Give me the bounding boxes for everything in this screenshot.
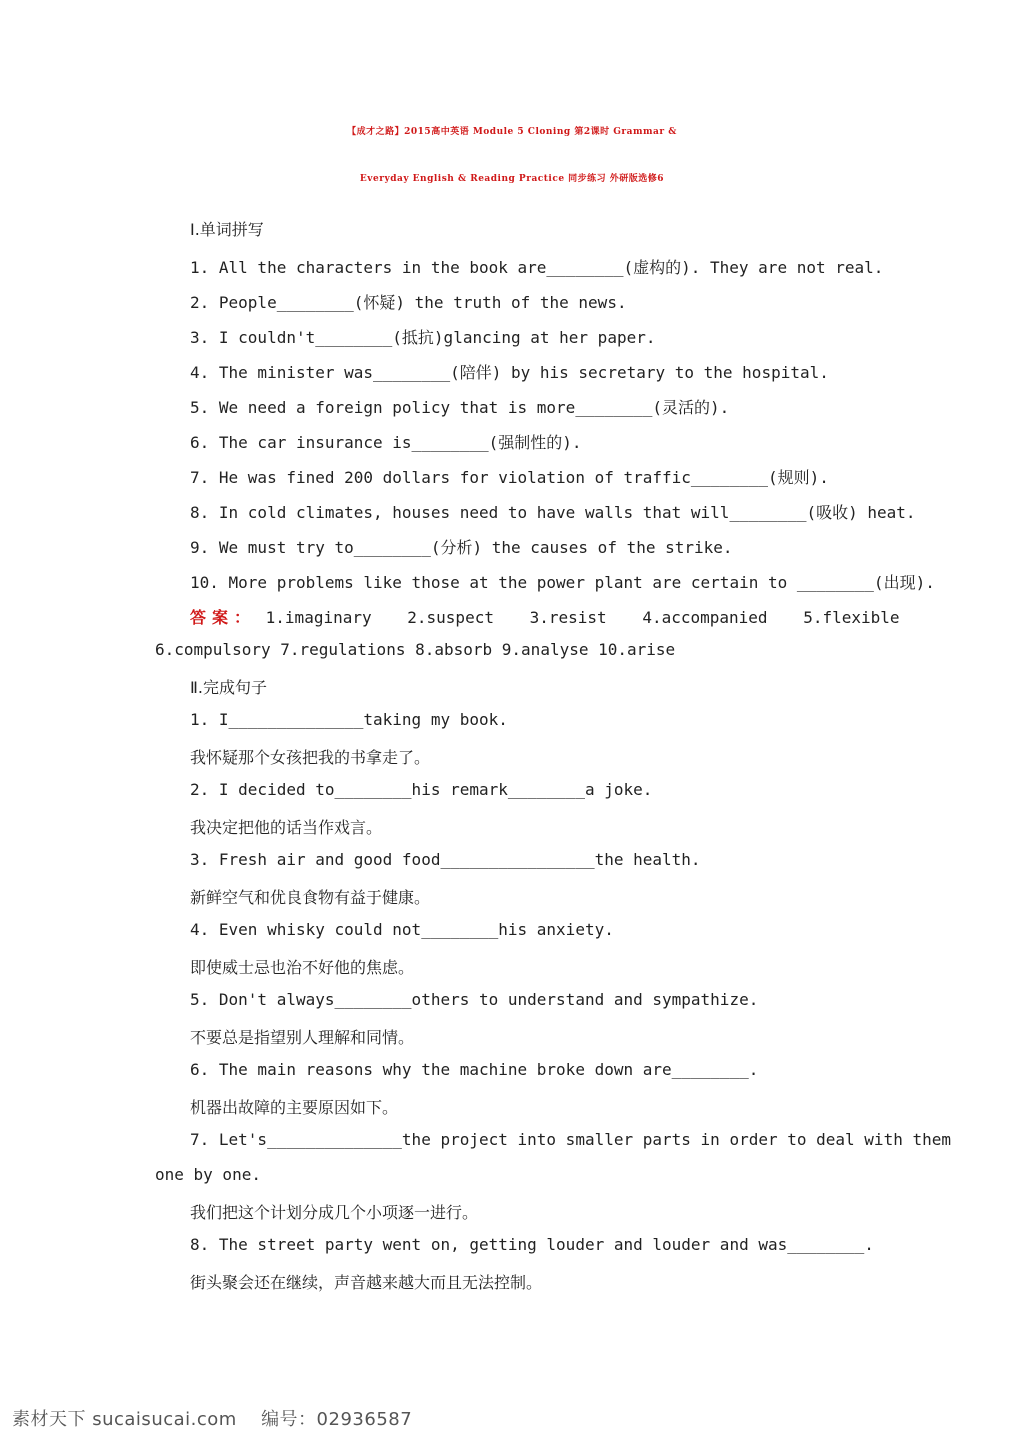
sentence-en: 7. Let's______________the project into smaller parts in order to deal with them [190, 1130, 951, 1149]
exercise-1-item: 3. I couldn't________(抵抗)glancing at her paper. [190, 328, 656, 347]
answer-label: 答案： [190, 608, 257, 627]
exercise-1-item: 7. He was fined 200 dollars for violation of traffic________(规则). [190, 468, 829, 487]
sentence-zh: 机器出故障的主要原因如下。 [190, 1098, 399, 1117]
watermark [12, 1405, 412, 1431]
answer-item: 3.resist [529, 608, 607, 627]
watermark-site: 素材天下 sucaisucai.com [12, 1409, 237, 1430]
title-line-1: 【成才之路】2015高中英语 Module 5 Cloning 第2课时 Grammar & [347, 127, 677, 137]
exercise-1-item: 8. In cold climates, houses need to have walls that will________(吸收) heat. [190, 503, 916, 522]
sentence-zh: 我决定把他的话当作戏言。 [190, 818, 383, 837]
sentence-en-continued: one by one. [155, 1165, 261, 1184]
section-2-heading: Ⅱ.完成句子 [190, 678, 267, 697]
answer-item: 1.imaginary [265, 608, 372, 627]
sentence-en: 4. Even whisky could not________his anxiety. [190, 920, 614, 939]
exercise-1-item: 6. The car insurance is________(强制性的). [190, 433, 582, 452]
answer-item: 2.suspect [407, 608, 494, 627]
exercise-1-item: 1. All the characters in the book are________(虚构的). They are not real. [190, 258, 884, 277]
sentence-zh: 我怀疑那个女孩把我的书拿走了。 [190, 748, 431, 767]
title-line-2: Everyday English & Reading Practice 同步练习 外研版选修6 [359, 174, 665, 184]
sentence-en: 3. Fresh air and good food________________the health. [190, 850, 701, 869]
exercise-1-item: 2. People________(怀疑) the truth of the news. [190, 293, 627, 312]
answer-line-2: 6.compulsory 7.regulations 8.absorb 9.analyse 10.arise [155, 640, 676, 659]
watermark-id: 编号：02936587 [261, 1409, 413, 1430]
sentence-en: 8. The street party went on, getting louder and louder and was________. [190, 1235, 874, 1254]
sentence-zh: 新鲜空气和优良食物有益于健康。 [190, 888, 431, 907]
exercise-1-item: 4. The minister was________(陪伴) by his secretary to the hospital. [190, 363, 829, 382]
answer-line-1 [190, 605, 926, 628]
exercise-1-item: 9. We must try to________(分析) the causes of the strike. [190, 538, 733, 557]
answer-item: 4.accompanied [642, 608, 768, 627]
exercise-1-item: 5. We need a foreign policy that is more________(灵活的). [190, 398, 730, 417]
exercise-1-item: 10. More problems like those at the power plant are certain to ________(出现). [190, 573, 935, 592]
section-1-heading: Ⅰ.单词拼写 [190, 220, 264, 239]
sentence-zh: 即使威士忌也治不好他的焦虑。 [190, 958, 415, 977]
sentence-zh: 街头聚会还在继续，声音越来越大而且无法控制。 [190, 1273, 543, 1292]
sentence-zh: 我们把这个计划分成几个小项逐一进行。 [190, 1203, 479, 1222]
sentence-en: 5. Don't always________others to understand and sympathize. [190, 990, 759, 1009]
sentence-en: 1. I______________taking my book. [190, 710, 508, 729]
answer-item: 5.flexible [803, 608, 900, 627]
sentence-zh: 不要总是指望别人理解和同情。 [190, 1028, 415, 1047]
sentence-en: 6. The main reasons why the machine broke down are________. [190, 1060, 759, 1079]
sentence-en: 2. I decided to________his remark________a joke. [190, 780, 653, 799]
